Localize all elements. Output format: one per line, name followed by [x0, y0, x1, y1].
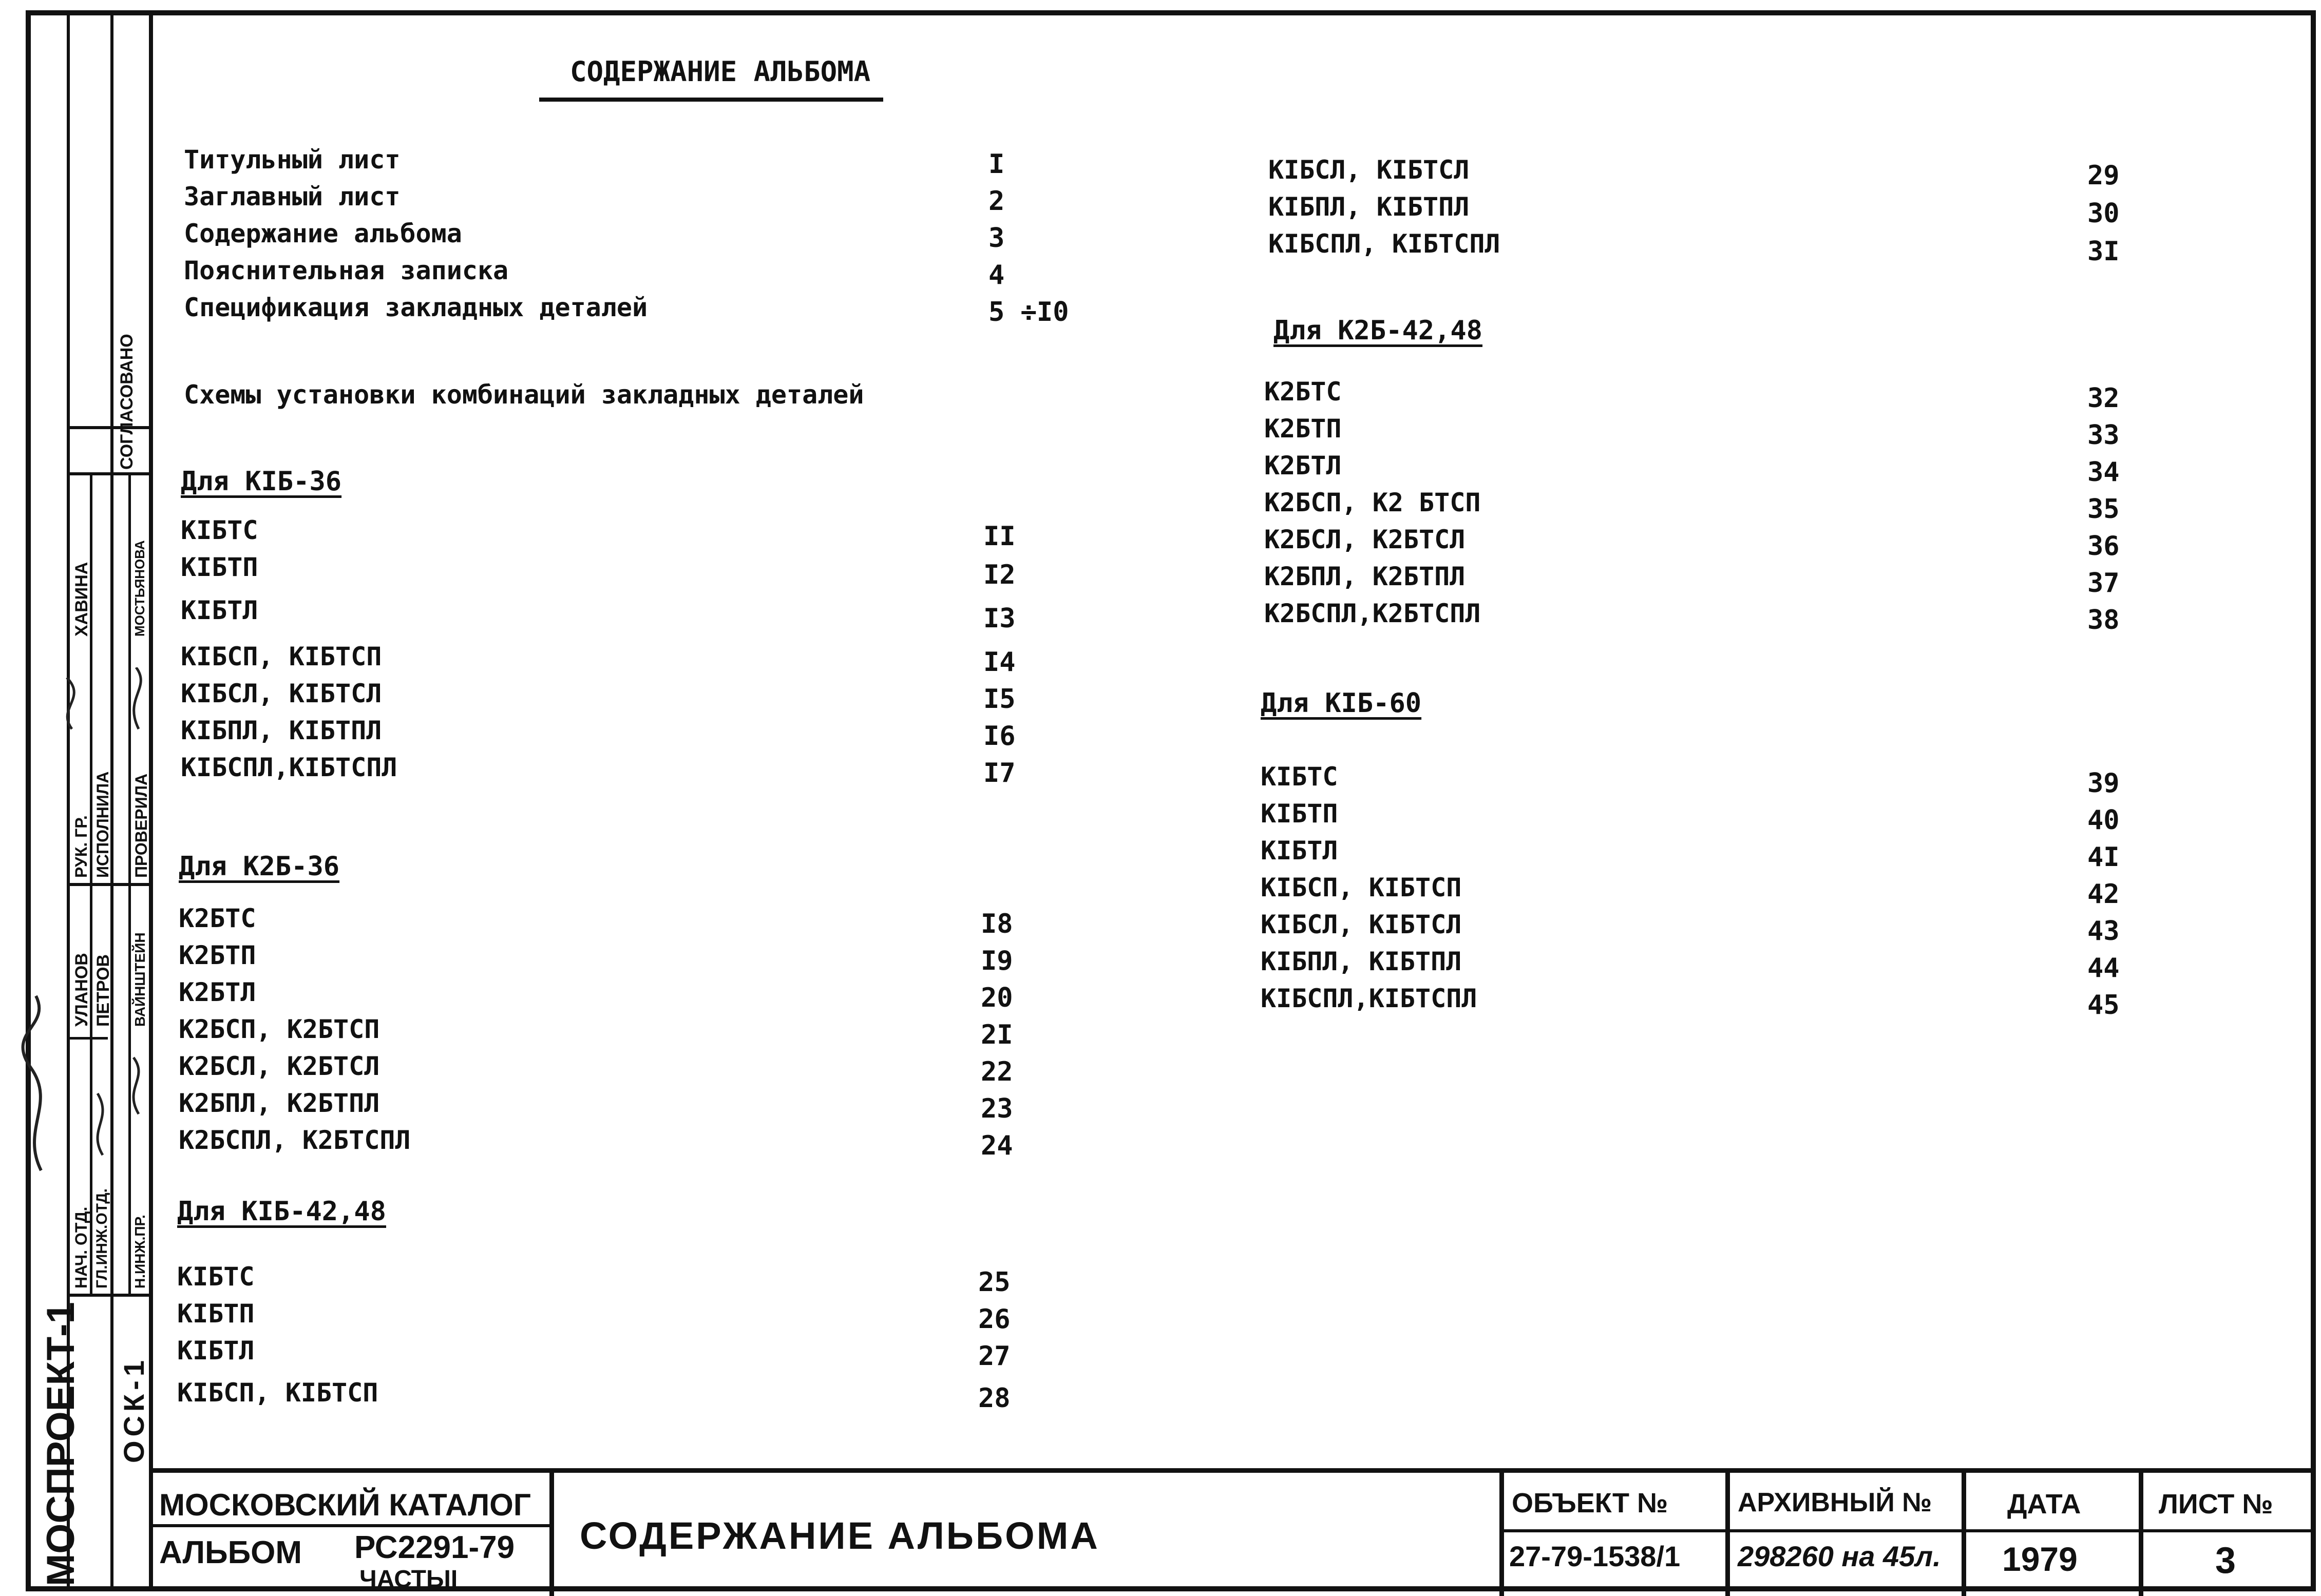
entry-page: 44: [2087, 953, 2120, 984]
entry-page: 4I: [2087, 842, 2120, 873]
date-label: ДАТА: [2007, 1489, 2081, 1520]
sheet-value: 3: [2215, 1540, 2236, 1581]
date-cell: [1962, 1473, 2139, 1596]
section-heading: Для КIБ-60: [1261, 688, 1422, 719]
name-mostyanova: МОСТЬЯНОВА: [132, 540, 147, 637]
catalog-name: МОСКОВСКИЙ КАТАЛОГ: [159, 1488, 531, 1522]
role-executed: ИСПОЛНИЛА: [93, 771, 112, 878]
entry-page: 38: [2087, 605, 2120, 636]
entry-page: 39: [2087, 768, 2120, 799]
org-name: МОСПРОЕКТ-1: [39, 1302, 83, 1586]
sheet-title: СОДЕРЖАНИЕ АЛЬБОМА: [580, 1514, 1100, 1557]
entry-page: I4: [983, 647, 1016, 678]
entry-label: К2БСЛ, К2БТСЛ: [179, 1051, 380, 1081]
name-petrov: ПЕТРОВ: [93, 954, 113, 1027]
name-khavina: ХАВИНА: [72, 562, 91, 637]
entry-page: 37: [2087, 568, 2120, 599]
entry-page: 42: [2087, 879, 2120, 910]
entry-page: 28: [978, 1383, 1011, 1414]
entry-label: Пояснительная записка: [184, 256, 509, 285]
entry-page: II: [983, 521, 1016, 552]
entry-label: К2БТЛ: [1264, 451, 1342, 480]
entry-page: 3: [988, 223, 1005, 254]
entry-page: 5 ÷I0: [988, 297, 1069, 328]
stamp-divider: [1499, 1529, 2316, 1532]
title-underline: [539, 98, 883, 102]
entry-page: I5: [983, 684, 1016, 715]
entry-label: КIБСПЛ, КIБТСПЛ: [1268, 229, 1500, 259]
entry-page: 24: [981, 1130, 1013, 1161]
entry-label: К2БСПЛ,К2БТСПЛ: [1264, 599, 1481, 628]
entry-label: К2БПЛ, К2БТПЛ: [1264, 562, 1466, 591]
entry-label: К2БТП: [179, 940, 256, 970]
role-chief-engineer: ГЛ.ИНЖ.ОТД.: [93, 1188, 110, 1289]
role-head-of-dept: НАЧ. ОТД.: [72, 1206, 90, 1289]
entry-page: 45: [2087, 990, 2120, 1021]
entry-label: КIБСП, КIБТСП: [177, 1378, 378, 1408]
signature-marks: [10, 667, 154, 1181]
stamp-left-divider: [149, 1524, 549, 1527]
entry-page: 20: [981, 983, 1013, 1013]
album-code-vertical: ОСК-1: [118, 1356, 150, 1463]
entry-label: КIБТЛ: [1261, 836, 1338, 866]
entry-label: К2БТС: [179, 903, 256, 933]
entry-label: КIБПЛ, КIБТПЛ: [1268, 192, 1470, 222]
section-heading: Для КIБ-36: [181, 466, 342, 497]
entry-page: 35: [2087, 494, 2120, 525]
entry-label: Спецификация закладных деталей: [184, 293, 648, 322]
entry-page: I3: [983, 603, 1016, 634]
section-heading: Для К2Б-42,48: [1273, 315, 1482, 346]
object-value: 27-79-1538/1: [1509, 1540, 1681, 1572]
object-label: ОБЪЕКТ №: [1512, 1488, 1668, 1518]
entry-label: Титульный лист: [184, 145, 401, 175]
role-group-lead: РУК. ГР.: [72, 815, 90, 878]
name-vainshtein: ВАЙНШТЕЙН: [132, 932, 148, 1027]
entry-label: КIБТП: [177, 1299, 255, 1329]
sheet-cell: [2139, 1473, 2316, 1596]
entry-page: 27: [978, 1341, 1011, 1372]
entry-label: КIБСЛ, КIБТСЛ: [1261, 910, 1462, 939]
date-value: 1979: [2002, 1540, 2078, 1578]
entry-label: КIБСЛ, КIБТСЛ: [181, 679, 382, 708]
agreed-label: СОГЛАСОВАНО: [117, 334, 137, 470]
entry-label: К2БТС: [1264, 377, 1342, 407]
entry-page: 33: [2087, 420, 2120, 451]
entry-label: КIБТП: [1261, 799, 1338, 829]
entry-page: 4: [988, 260, 1005, 291]
sheet-label: ЛИСТ №: [2159, 1489, 2273, 1520]
entry-label: КIБСП, КIБТСП: [181, 642, 382, 671]
entry-label: Заглавный лист: [184, 182, 401, 211]
entry-label: КIБТЛ: [177, 1336, 255, 1366]
section-heading: Для КIБ-42,48: [177, 1196, 386, 1227]
entry-label: К2БТЛ: [179, 977, 256, 1007]
entry-label: К2БПЛ, К2БТПЛ: [179, 1088, 380, 1118]
entry-label: КIБТС: [177, 1262, 255, 1292]
schemes-heading: Схемы установки комбинаций закладных деталей: [184, 380, 864, 410]
entry-page: 23: [981, 1093, 1013, 1124]
entry-label: К2БТП: [1264, 414, 1342, 444]
entry-page: 30: [2087, 198, 2120, 229]
entry-label: КIБТЛ: [181, 595, 258, 625]
album-code: РС2291-79: [354, 1530, 515, 1565]
entry-page: 25: [978, 1267, 1011, 1298]
entry-page: 43: [2087, 916, 2120, 947]
entry-page: 34: [2087, 457, 2120, 488]
section-heading: Для К2Б-36: [179, 851, 340, 882]
archive-label: АРХИВНЫЙ №: [1738, 1488, 1932, 1517]
sheet-title-cell: [549, 1473, 1499, 1596]
entry-label: К2БСП, К2БТСП: [179, 1014, 380, 1044]
entry-label: КIБТС: [181, 515, 258, 545]
entry-label: К2БСЛ, К2БТСЛ: [1264, 525, 1466, 554]
entry-page: I7: [983, 758, 1016, 789]
entry-page: I: [988, 149, 1005, 180]
object-cell: [1499, 1473, 1730, 1596]
entry-label: КIБТП: [181, 552, 258, 582]
entry-page: I2: [983, 560, 1016, 590]
album-part: ЧАСТЬII: [359, 1566, 458, 1593]
entry-page: I8: [981, 909, 1013, 939]
archive-value: 298260 на 45л.: [1738, 1540, 1941, 1572]
entry-label: К2БСП, К2 БТСП: [1264, 488, 1481, 517]
name-ulanov: УЛАНОВ: [72, 953, 91, 1027]
archive-cell: [1725, 1473, 1967, 1596]
role-checked: ПРОВЕРИЛА: [132, 773, 150, 878]
entry-page: I6: [983, 721, 1016, 752]
entry-page: 22: [981, 1056, 1013, 1087]
entry-label: КIБСПЛ,КIБТСПЛ: [181, 753, 397, 782]
entry-page: I9: [981, 946, 1013, 976]
entry-label: КIБСЛ, КIБТСЛ: [1268, 155, 1470, 185]
entry-label: КIБТС: [1261, 762, 1338, 792]
entry-page: 40: [2087, 805, 2120, 836]
role-project-engineer: Н.ИНЖ.ПР.: [132, 1215, 148, 1289]
entry-page: 29: [2087, 160, 2120, 191]
entry-label: КIБПЛ, КIБТПЛ: [181, 716, 382, 745]
entry-label: К2БСПЛ, К2БТСПЛ: [179, 1125, 411, 1155]
entry-label: КIБПЛ, КIБТПЛ: [1261, 947, 1462, 976]
page-title: СОДЕРЖАНИЕ АЛЬБОМА: [570, 55, 871, 88]
entry-label: КIБСПЛ,КIБТСПЛ: [1261, 984, 1477, 1013]
entry-page: 3I: [2087, 236, 2120, 267]
entry-label: КIБСП, КIБТСП: [1261, 873, 1462, 902]
album-label: АЛЬБОМ: [159, 1535, 302, 1570]
entry-page: 2: [988, 186, 1005, 217]
entry-page: 32: [2087, 383, 2120, 414]
title-stamp: [149, 1468, 2316, 1591]
entry-page: 36: [2087, 531, 2120, 562]
entry-page: 2I: [981, 1020, 1013, 1050]
entry-label: Содержание альбома: [184, 219, 462, 248]
entry-page: 26: [978, 1304, 1011, 1335]
